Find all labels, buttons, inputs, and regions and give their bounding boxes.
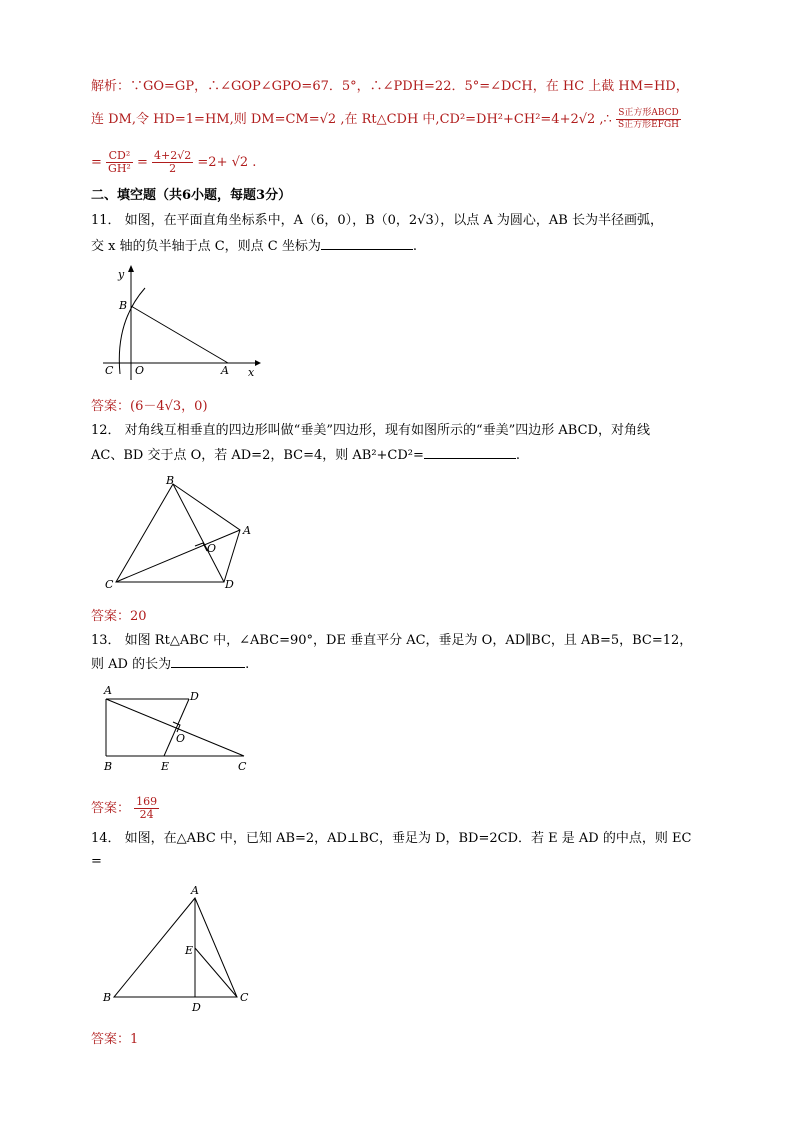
area-ratio-numerator: S正方形ABCD (616, 108, 681, 120)
q13-line-2 (91, 654, 249, 674)
solution-eq-sign-2: = (136, 155, 148, 170)
value-denominator: 2 (169, 162, 177, 175)
q12-label-a: A (243, 524, 251, 537)
q13-segment-de (164, 699, 189, 756)
q11-segment-ab (131, 306, 228, 363)
q12-diagonal-bd (173, 484, 224, 582)
q13-answer-blank (171, 654, 245, 668)
solution-line-1: 解析：∵GO=GP，∴∠GOP∠GPO=67．5°，∴∠PDH=22．5°=∠DCH，在 HC 上截 HM=HD， (91, 79, 689, 94)
solution-line-2-text: 连 DM,令 HD=1=HM,则 DM=CM=√2 ,在 Rt△CDH 中,CD²=DH²+CH²=4+2√2 ,∴ (91, 112, 612, 127)
q12-line-2-text: AC、BD 交于点 O，若 AD=2，BC=4，则 AB²+CD²= (91, 448, 424, 463)
q11-line-2-text: 交 x 轴的负半轴于点 C，则点 C 坐标为 (91, 239, 321, 254)
q12-answer-label: 答案： (91, 609, 131, 624)
q14-label-b: B (103, 991, 112, 1004)
q14-answer-value: 1 (130, 1032, 139, 1047)
q13-label-o: O (176, 732, 186, 745)
solution-result: =2+ √2 . (197, 155, 257, 170)
q12-line-1: 12． 对角线互相垂直的四边形叫做“垂美”四边形，现有如图所示的“垂美”四边形 ABCD，对角线 (91, 423, 650, 438)
q12-label-d: D (225, 578, 234, 591)
q13-answer-label: 答案： (91, 801, 131, 816)
solution-line-2 (91, 108, 681, 131)
q12-answer-value: 20 (130, 609, 147, 624)
q14-label-e: E (185, 944, 194, 957)
q13-label-a: A (104, 684, 112, 697)
q13-answer-numerator: 169 (136, 795, 158, 808)
q11-label-a: A (221, 364, 229, 377)
q13-answer (91, 796, 159, 821)
cd-gh-denominator: GH² (108, 162, 131, 175)
q12-diagonal-ac (116, 530, 240, 582)
q11-label-o: O (135, 364, 145, 377)
q13-label-e: E (161, 760, 170, 773)
q11-line-1: 11． 如图，在平面直角坐标系中，A（6，0），B（0，2√3），以点 A 为圆心，AB 长为半径画弧， (91, 213, 663, 228)
q11-figure (95, 262, 265, 380)
value-numerator: 4+2√2 (154, 149, 192, 162)
q13-line-1: 13． 如图 Rt△ABC 中，∠ABC=90°，DE 垂直平分 AC，垂足为 O，AD∥BC，且 AB=5，BC=12， (91, 633, 693, 648)
q11-label-c: C (105, 364, 114, 377)
cd-gh-fraction (106, 150, 133, 175)
q13-label-b: B (104, 760, 113, 773)
q11-label-x: x (248, 366, 255, 379)
q11-line-2 (91, 236, 417, 256)
q11-answer-blank (321, 236, 413, 250)
q12-tail: . (515, 448, 521, 463)
q13-label-d: D (190, 690, 199, 703)
q14-label-a: A (191, 884, 199, 897)
q14-triangle-abc (114, 898, 237, 997)
q13-answer-denominator: 24 (139, 808, 154, 821)
q12-label-c: C (105, 578, 114, 591)
cd-gh-numerator: CD² (106, 150, 133, 163)
q13-answer-fraction (134, 796, 159, 821)
q14-answer-label: 答案： (91, 1032, 131, 1047)
q13-tail: . (245, 657, 250, 672)
area-ratio-denominator: S正方形EFGH (617, 120, 679, 130)
q11-label-y: y (118, 268, 125, 281)
q14-figure (100, 880, 260, 1015)
q11-y-axis-arrow-icon (128, 265, 134, 272)
q14-label-c: C (240, 991, 249, 1004)
q12-answer-blank (424, 445, 516, 459)
q12-label-b: B (166, 474, 175, 487)
area-ratio-fraction (616, 108, 681, 131)
q14-line-2: = (91, 854, 102, 869)
solution-eq-sign-1: = (91, 155, 102, 170)
q12-label-o: O (207, 542, 217, 555)
q12-figure (100, 472, 265, 597)
q12-line-2 (91, 445, 520, 465)
q13-line-2-text: 则 AD 的长为 (91, 657, 172, 672)
q12-quadrilateral (116, 484, 240, 582)
q14-label-d: D (192, 1001, 201, 1014)
q11-answer: 答案：(6－4√3，0) (91, 399, 208, 414)
q11-tail: . (412, 239, 418, 254)
q11-label-b: B (119, 299, 128, 312)
q14-answer (91, 1031, 138, 1049)
q13-figure (98, 682, 258, 774)
q11-x-axis-arrow-icon (255, 360, 261, 366)
q13-segment-ac (106, 699, 244, 756)
section-heading: 二、填空题（共6小题，每题3分） (91, 188, 292, 203)
q13-label-c: C (238, 760, 247, 773)
q12-answer (91, 608, 147, 626)
solution-line-3 (91, 150, 256, 175)
q14-line-1: 14． 如图，在△ABC 中，已知 AB=2，AD⊥BC，垂足为 D，BD=2CD．若 E 是 AD 的中点，则 EC (91, 831, 692, 846)
value-fraction (152, 150, 193, 175)
q14-segment-ec (195, 948, 237, 997)
